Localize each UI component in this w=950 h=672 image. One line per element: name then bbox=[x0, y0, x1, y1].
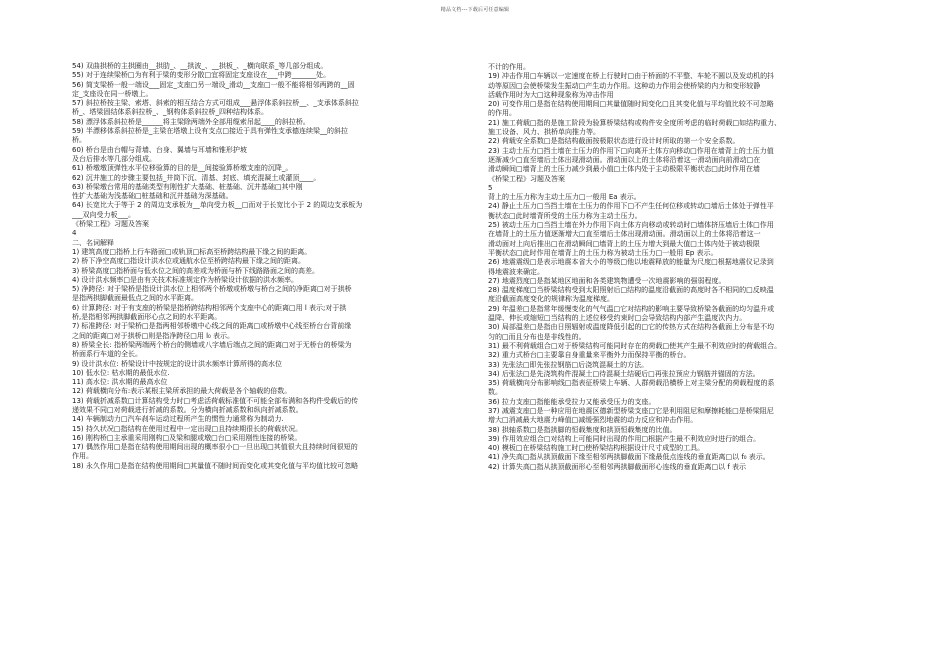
text-line: 63) 桥梁墩台常用的基础类型有刚性扩大基础、桩基础、沉井基础□其中刚 bbox=[72, 182, 303, 191]
text-line: 19) 冲击作用□车辆以一定速度在桥上行驶时□由于桥面的不平整、车轮不圆以及发动机的抖 bbox=[488, 72, 775, 81]
text-line: 5 bbox=[488, 183, 493, 192]
text-line: 动等原因□会使桥梁发生振动□产生动力作用。这种动力作用会使桥梁的内力和变形较静 bbox=[488, 81, 761, 90]
text-line: 31) 最不利荷载组合□对于桥梁结构可能同时存在的荷载□使其产生最不利效应时的荷载组合。 bbox=[488, 341, 782, 350]
text-line: 16) 刚构桥□主承重采用刚构□及梁和腿或墩□台□采用刚性连接的桥梁。 bbox=[72, 433, 302, 442]
text-line: 35) 荷载横向分布影响线□指表征桥梁上车辆、人群荷载沿横桥上对主梁分配的荷载程度的系 bbox=[488, 379, 775, 388]
text-line: 数。 bbox=[488, 388, 502, 397]
text-line: 6) 计算跨径: 对于有支座的桥梁是指桥跨结构相邻两个支座中心的距离□用 l 表示;对于拱 bbox=[72, 303, 347, 312]
text-line: 55) 对于连续梁桥□为有利于梁的变形分散□宜将固定支座设在___中跨_______处。 bbox=[72, 71, 331, 80]
text-line: 3) 桥梁高度□指桥面与低水位之间的高差或为桥面与桥下线路路面之间的高差。 bbox=[72, 266, 320, 275]
text-line: 二、名词解释 bbox=[72, 238, 114, 247]
text-line: 17) 偶然作用□是指在结构使用期间出现的概率很小□一旦出现□其值很大且持续时间很短的 bbox=[72, 443, 358, 452]
text-line: 10) 低水位: 枯水期的最低水位. bbox=[72, 368, 170, 377]
text-line: 《桥梁工程》习题及答案 bbox=[488, 174, 565, 183]
text-line: 40) 模板□在桥梁结构施工时□使桥梁结构根据设计尺寸成型的工具。 bbox=[488, 444, 705, 453]
text-line: 21) 施工荷载□指的是施工阶段为验算桥梁结构或构件安全度所考虑的临时荷载□如结构重力、 bbox=[488, 118, 782, 127]
text-line: 得地震波来确定。 bbox=[488, 267, 544, 276]
text-line: 32) 重力式桥台□主要靠自身重量来平衡外力而保持平衡的桥台。 bbox=[488, 351, 691, 360]
text-line: 9) 设计洪水位: 桥梁设计中按规定的设计洪水频率计算所得的高水位 bbox=[72, 359, 282, 368]
text-line: 匀的□而且分布也是非线性的。 bbox=[488, 332, 586, 341]
text-line: 13) 荷载折减系数□计算结构受力时□考虑活荷载标准值不可能全部布满和各构件受载后的传 bbox=[72, 396, 359, 405]
text-line: 活载作用时为大□这种现象称为冲击作用 bbox=[488, 90, 614, 99]
text-line: 11) 高水位: 洪水期的最高水位 bbox=[72, 378, 168, 387]
text-line: 58) 漂浮体系斜拉桥是______将主梁除两端外全部用缆索吊起____的斜拉桥。 bbox=[72, 117, 310, 126]
text-line: 之间的距离□对于拱桥□则是指净跨径□用 l₀ 表示。 bbox=[72, 331, 235, 340]
text-line: 2) 桥下净空高度□指设计洪水位或通航水位至桥跨结构最下缘之间的距离。 bbox=[72, 257, 306, 266]
text-line: 20) 可变作用□是指在结构使用期间□其量值随时间变化□且其变化值与平均值比较不可忽略 bbox=[488, 100, 774, 109]
text-line: 5) 净跨径: 对于梁桥是指设计洪水位上相邻两个桥墩或桥墩与桥台之间的净距离□对于拱桥 bbox=[72, 285, 352, 294]
text-line: 4) 设计洪水频率□是由有关技术标准规定作为桥梁设计依据的洪水频率。 bbox=[72, 275, 299, 284]
text-line: 桥_、塔梁固结体系斜拉桥_、_钢构体系斜拉桥_四种结构体系。 bbox=[72, 108, 268, 117]
text-line: 54) 双曲拱桥的主拱圈由__拱肋_、__拱波_、__拱板_、_横向联系_等几部分组成。 bbox=[72, 62, 328, 70]
text-line: 29) 年温差□是指常年缓慢变化的气气温□它对结构的影响主要导致桥梁各截面的均匀温升或 bbox=[488, 304, 775, 313]
text-line: 背上的土压力称为主动土压力□一般用 Ea 表示。 bbox=[488, 193, 641, 202]
text-line: 4 bbox=[72, 229, 77, 238]
text-line: 36) 拉力支座□指能能承受拉力又能承受压力的支座。 bbox=[488, 397, 656, 406]
text-line: 是指两拱脚截面最低点之间的水平距离。 bbox=[72, 294, 198, 303]
text-line: 15) 持久状况□指结构在使用过程中一定出现□且持续期很长的荷载状况。 bbox=[72, 424, 303, 433]
text-line: 及台后排水等几部分组成。 bbox=[72, 154, 156, 163]
text-line: 24) 静止土压力□当挡土墙在土压力的作用下□不产生任何位移或转动□墙后土体处于弹性平 bbox=[488, 202, 774, 211]
text-line: 62) 沉井施工的步骤主要包括_井筒下沉、清基、封底、填充混凝土或灌顶____。 bbox=[72, 173, 321, 182]
left-column bbox=[72, 62, 467, 471]
text-line: 递效果不同□对荷载进行折减的系数。分为横向折减系数和纵向折减系数。 bbox=[72, 405, 303, 414]
text-line: 7) 标准跨径: 对于梁桥□是指两相邻桥墩中心线之间的距离□或桥墩中心线至桥台台背前缘 bbox=[72, 322, 352, 331]
text-line: 42) 计算失高□指从拱顶截面形心至相邻两拱脚截面形心连线的垂直距离□以 f 表示 bbox=[488, 462, 747, 471]
text-line: 不计的作用。 bbox=[488, 63, 530, 71]
text-line: 61) 桥墩墩顶弹性水平位移验算的目的是__间接验算桥墩支座的沉降_。 bbox=[72, 164, 293, 173]
text-line: 定_支座设在同一桥墩上。 bbox=[72, 89, 153, 98]
text-line: 衡状态□此时墙背所受的土压力称为主动土压力。 bbox=[488, 211, 642, 220]
text-line: 度沿截面高度变化的规律称为温度梯度。 bbox=[488, 295, 614, 304]
text-line: 桥。 bbox=[72, 136, 86, 145]
text-line: 64) 长宽比大于等于 2 的周边支承板为__单向受力板__□而对于长宽比小于 2 的周边支承板为 bbox=[72, 201, 363, 210]
text-line: 滑动面对上向后推出□在滑动瞬间□墙背上的土压力增大到最大值□土体内处于被动极限 bbox=[488, 239, 760, 248]
text-line: 12) 荷载横向分布:表示某根主梁所承担的最大荷载是各个轴载的倍数。 bbox=[72, 387, 292, 396]
text-line: 27) 地震烈度□是指某地区地面和各类建筑物遭受一次地震影响的强弱程度。 bbox=[488, 276, 726, 285]
text-line: ___双向受力板___。 bbox=[72, 210, 135, 219]
text-line: 22) 荷载安全系数□是指结构截面按极限状态进行设计时所取的第一个安全系数。 bbox=[488, 137, 740, 146]
text-line: 性扩大基础为浅基础□桩基础和沉井基础为深基础。 bbox=[72, 192, 233, 201]
text-line: 温降、伸长或缩短□当结构的上述位移受约束时□会导致结构内部产生温度次内力。 bbox=[488, 314, 747, 323]
text-line: 作用。 bbox=[72, 452, 93, 461]
text-line: 滑动瞬间□墙背上的土压力减少到最小值□土体内处于主动极限平衡状态□此时作用在墙 bbox=[488, 165, 760, 174]
text-line: 25) 被动土压力□当挡土墙在外力作用下向土体方向移动或转动时□墙体挤压墙后土体□作用 bbox=[488, 221, 774, 230]
text-line: 60) 桥台是由台帽与背墙、台身、翼墙与耳墙和锥形护坡 bbox=[72, 145, 247, 154]
text-line: 桥,是指相邻两拱脚截面形心点之间的水平距离。 bbox=[72, 313, 222, 322]
text-line: 施工设备、风力、拱桥单向推力等。 bbox=[488, 128, 600, 137]
text-line: 逐渐减少□直至墙后土体出现滑动面。滑动面以上的土体将沿着这一滑动面向前滑动□在 bbox=[488, 155, 761, 164]
text-line: 《桥梁工程》习题及答案 bbox=[72, 220, 149, 229]
text-line: 26) 地震震级□是表示地震本省大小的等级□他以地震释放的能量为尺度□根据地震仪记录到 bbox=[488, 258, 774, 267]
text-line: 28) 温度梯度□当桥梁结构受到太阳照射后□结构的温度沿截面的高度时各不相同的□反映温 bbox=[488, 286, 774, 295]
text-line: 57) 斜拉桥按主梁、索塔、斜索的相互结合方式可组成___悬浮体系斜拉桥__、_支承体系斜拉 bbox=[72, 99, 359, 108]
text-line: 56) 简支梁桥一般一端设___固定_支座□另一端设_滑动__支座□一般不能将相邻两跨的__固 bbox=[72, 80, 355, 89]
text-line: 37) 减震支座□是一种应用在地震区德新型桥梁支座□它是利用阻尼和摩擦耗能□是桥梁阻尼 bbox=[488, 406, 774, 415]
text-line: 33) 先张法□即先张拉钢筋□后浇筑混凝土的方法。 bbox=[488, 360, 649, 369]
text-line: 14) 车辆制动力□汽车刹车运动过程所产生的惯性力通常称为制动力. bbox=[72, 415, 284, 424]
text-line: 8) 桥梁全长: 指桥梁两端两个桥台的侧墙或八字墙后端点之间的距离□对于无桥台的桥梁为 bbox=[72, 340, 352, 349]
text-line: 增大□消减最大地震力峰值□减缓强烈地震的动力反应和冲击作用。 bbox=[488, 416, 698, 425]
text-line: 41) 净失高□指从拱顶截面下缘至相邻两拱脚截面下缘最低点连线的垂直距离□以 f₀ 表示。 bbox=[488, 453, 770, 462]
text-line: 23) 主动土压力□挡土墙在土压力的作用下□向离开土体方向移动□作用在墙背上的土压力值 bbox=[488, 146, 774, 155]
text-line: 1) 建筑高度□指桥上行车路面□或轨顶□标高至桥跨结构最下缘之间的距离。 bbox=[72, 247, 312, 256]
text-line: 的作用。 bbox=[488, 109, 516, 118]
text-line: 30) 局部温差□是指由日照辐射或温度降低引起的□它的传热方式在结构各截面上分布是不均 bbox=[488, 323, 775, 332]
right-column bbox=[488, 63, 883, 472]
text-line: 平衡状态□此时作用在墙背上的土压力称为被动土压力□一般用 Ep 表示。 bbox=[488, 248, 718, 257]
page-header: 精品文档---下载后可任意编辑 bbox=[440, 7, 510, 13]
text-line: 39) 作用效应组合□对结构上可能同时出现的作用□根据产生最不利效应时进行的组合。 bbox=[488, 434, 761, 443]
text-line: 34) 后张法□是先浇筑构件混凝土□待混凝土结硬后□再张拉预应力钢筋并锚固的方法。 bbox=[488, 369, 760, 378]
text-line: 18) 永久作用□是指在结构使用期间□其量值不随时间而变化或其变化值与平均值比较可忽略 bbox=[72, 461, 359, 470]
text-line: 桥面系行车道的全长。 bbox=[72, 350, 142, 359]
text-line: 59) 半漂移体系斜拉桥是_主梁在塔墩上设有支点□接近于具有弹性支承德连续梁__的斜拉 bbox=[72, 127, 348, 136]
text-line: 38) 拱轴系数□是指拱脚的恒载集度和拱顶恒载集度的比值。 bbox=[488, 425, 677, 434]
text-line: 在墙背上的土压力值逐渐增大□直至墙后土体出现滑动面。滑动面以上的土体将沿着这一 bbox=[488, 230, 761, 239]
